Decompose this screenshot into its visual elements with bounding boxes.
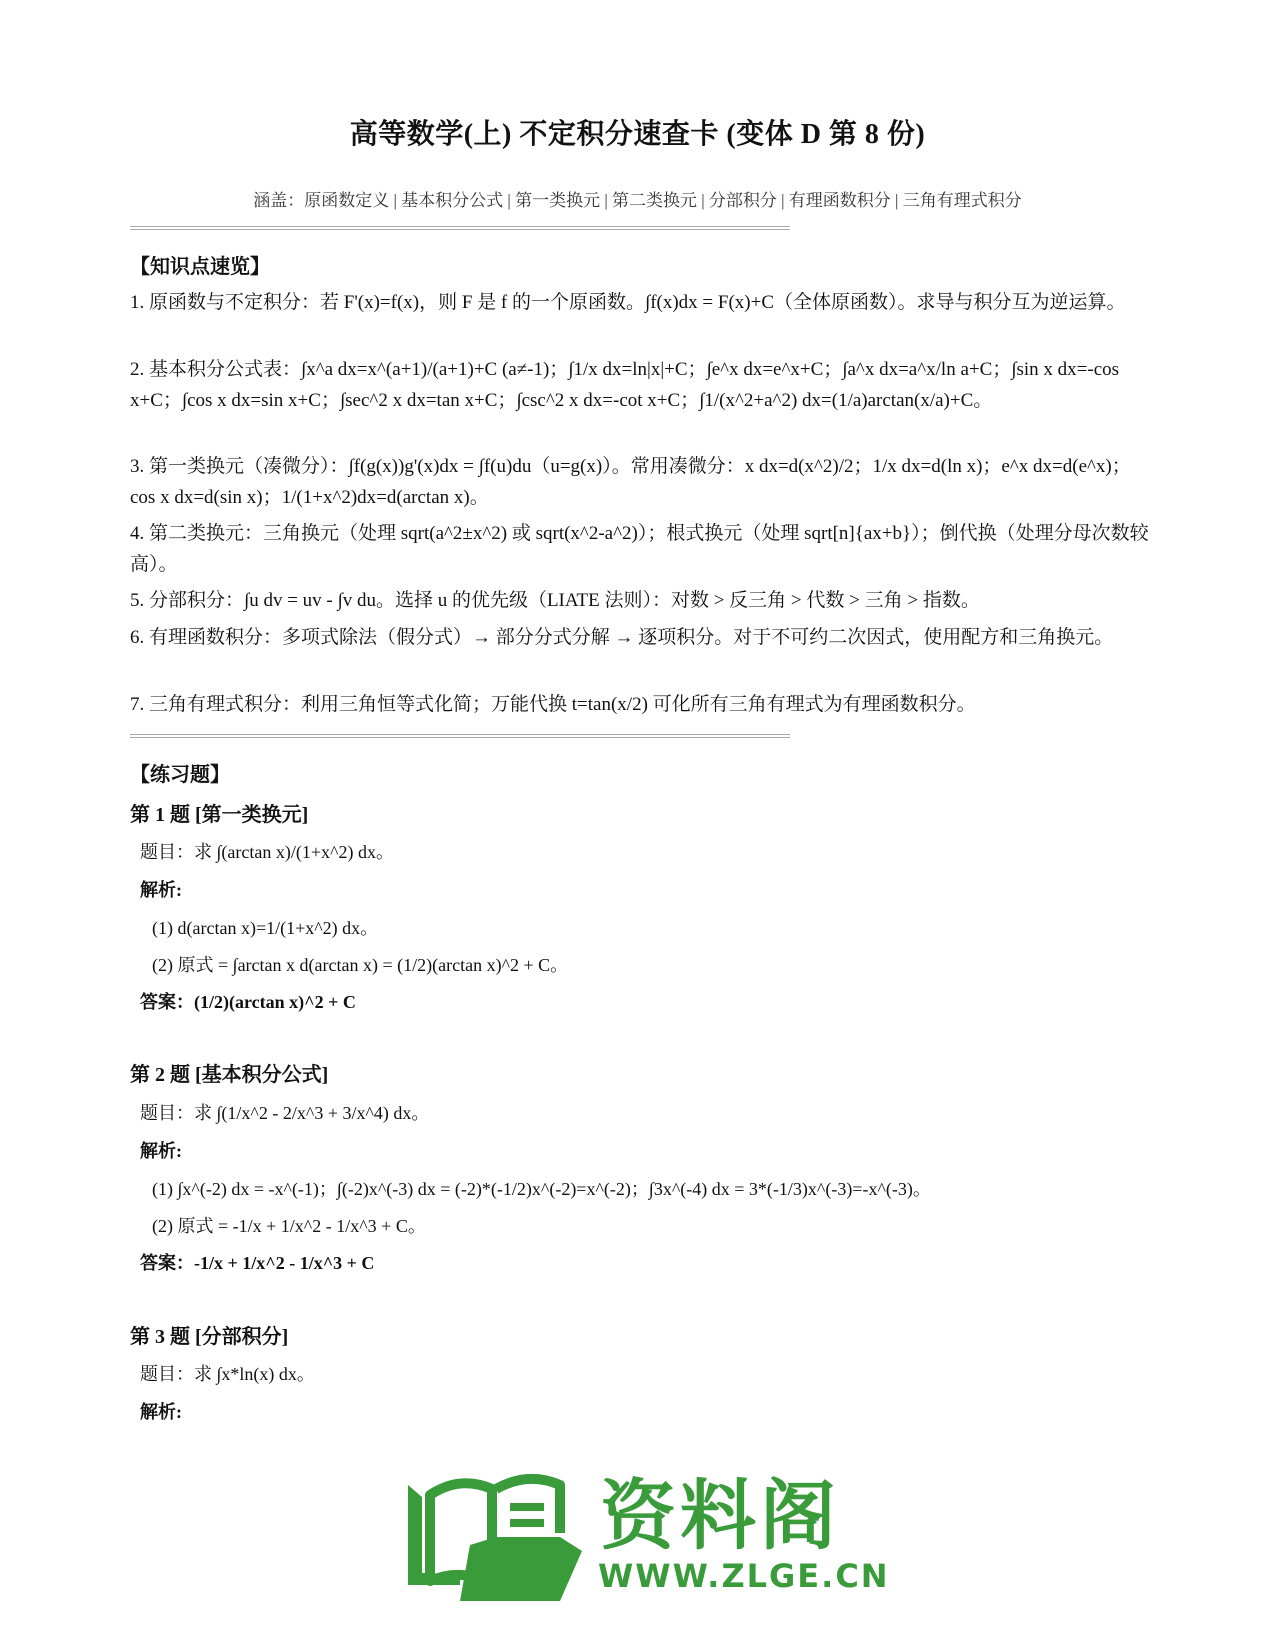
document-title: 高等数学(上) 不定积分速查卡 (变体 D 第 8 份)	[349, 119, 926, 150]
divider	[130, 226, 790, 230]
analysis-label: 解析:	[140, 1402, 182, 1422]
question-prompt: 题目：求 ∫(arctan x)/(1+x^2) dx。	[140, 842, 394, 862]
knowledge-item: 4. 第二类换元：三角换元（处理 sqrt(a^2±x^2) 或 sqrt(x^2-a^2)）；根式换元（处理 sqrt[n]{ax+b}）；倒代换（处理分母次数较高）。	[130, 523, 1149, 575]
answer: 答案：-1/x + 1/x^2 - 1/x^3 + C	[140, 1253, 375, 1273]
analysis-label: 解析:	[140, 1141, 182, 1161]
answer: 答案：(1/2)(arctan x)^2 + C	[140, 992, 356, 1012]
question-heading: 第 1 题 [第一类换元]	[130, 804, 309, 826]
knowledge-item: 5. 分部积分：∫u dv = uv - ∫v du。选择 u 的优先级（LIATE 法则）：对数 > 反三角 > 代数 > 三角 > 指数。	[130, 590, 980, 611]
knowledge-heading: 【知识点速览】	[130, 256, 270, 278]
solution-step: (2) 原式 = ∫arctan x d(arctan x) = (1/2)(arctan x)^2 + C。	[152, 955, 569, 975]
analysis-label: 解析:	[140, 880, 182, 900]
knowledge-item: 2. 基本积分公式表：∫x^a dx=x^(a+1)/(a+1)+C (a≠-1)；∫1/x dx=ln|x|+C；∫e^x dx=e^x+C；∫a^x dx=a^x/ln a+C；∫sin x dx=-cos x+C；∫cos x dx=sin x+C；∫sec^2 x dx=tan x+C；∫csc^2 x dx=-cot x+C；∫1/(x^2+a^2) dx=(1/a)arctan(x/a)+C。	[130, 359, 1120, 411]
book-icon	[400, 1455, 590, 1605]
watermark-url: WWW.ZLGE.CN	[598, 1557, 890, 1595]
knowledge-item: 1. 原函数与不定积分：若 F'(x)=f(x)，则 F 是 f 的一个原函数。∫f(x)dx = F(x)+C（全体原函数）。求导与积分互为逆运算。	[130, 292, 1126, 313]
watermark-logo	[400, 1455, 890, 1605]
watermark-name: 资料阁	[600, 1471, 840, 1560]
question-heading: 第 2 题 [基本积分公式]	[130, 1064, 329, 1086]
solution-step: (2) 原式 = -1/x + 1/x^2 - 1/x^3 + C。	[152, 1216, 426, 1236]
divider	[130, 734, 790, 738]
solution-step: (1) ∫x^(-2) dx = -x^(-1)；∫(-2)x^(-3) dx = (-2)*(-1/2)x^(-2)=x^(-2)；∫3x^(-4) dx = 3*(-1/3)x^(-3)=-x^(-3)。	[152, 1179, 931, 1199]
question-heading: 第 3 题 [分部积分]	[130, 1326, 289, 1348]
question-prompt: 题目：求 ∫x*ln(x) dx。	[140, 1364, 315, 1384]
knowledge-item: 3. 第一类换元（凑微分）：∫f(g(x))g'(x)dx = ∫f(u)du（u=g(x)）。常用凑微分：x dx=d(x^2)/2；1/x dx=d(ln x)；e^x dx=d(e^x)；cos x dx=d(sin x)；1/(1+x^2)dx=d(arctan x)。	[130, 456, 1131, 508]
document-subtitle: 涵盖：原函数定义 | 基本积分公式 | 第一类换元 | 第二类换元 | 分部积分 | 有理函数积分 | 三角有理式积分	[253, 191, 1022, 210]
knowledge-item: 7. 三角有理式积分：利用三角恒等式化简；万能代换 t=tan(x/2) 可化所有三角有理式为有理函数积分。	[130, 694, 976, 715]
practice-heading: 【练习题】	[130, 764, 230, 786]
solution-step: (1) d(arctan x)=1/(1+x^2) dx。	[152, 918, 379, 938]
knowledge-item: 6. 有理函数积分：多项式除法（假分式）→ 部分分式分解 → 逐项积分。对于不可约二次因式，使用配方和三角换元。	[130, 627, 1114, 648]
question-prompt: 题目：求 ∫(1/x^2 - 2/x^3 + 3/x^4) dx。	[140, 1103, 430, 1123]
